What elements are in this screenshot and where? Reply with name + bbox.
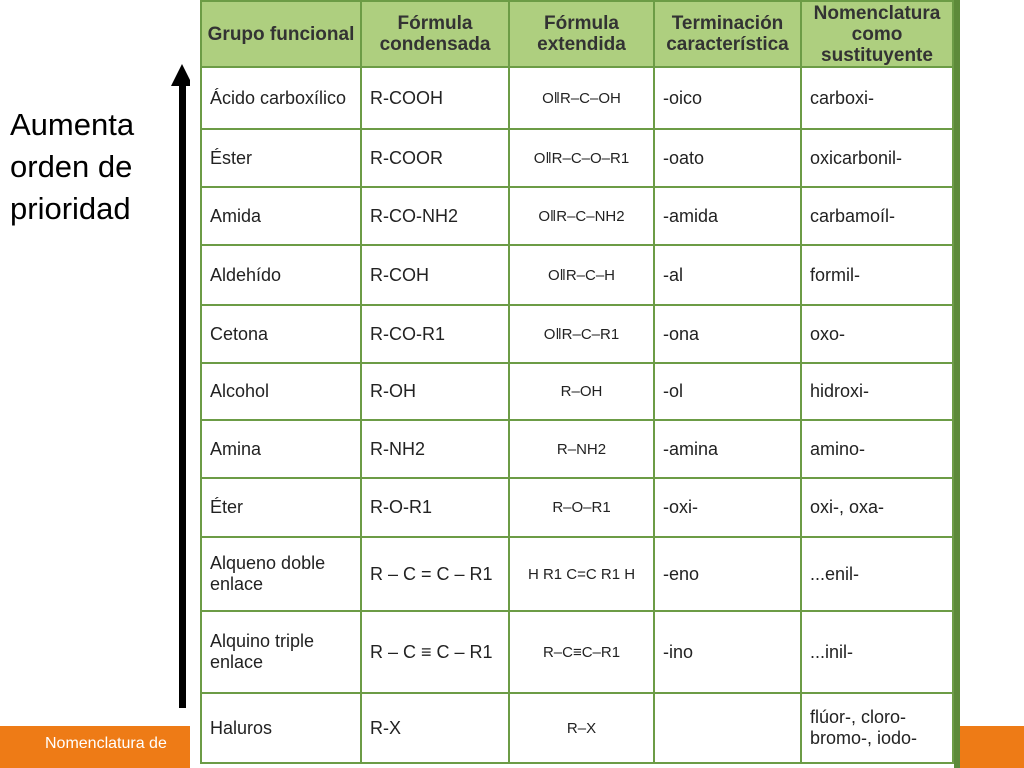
table-row	[201, 537, 953, 611]
cell-grupo: Aldehído	[201, 245, 361, 305]
header-nomenclatura: Nomenclatura como sustituyente	[801, 1, 953, 67]
cell-terminacion: -al	[654, 245, 801, 305]
cell-sustituyente: carbamoíl-	[801, 187, 953, 245]
priority-label: Aumenta orden de prioridad	[10, 107, 135, 226]
cell-grupo: Cetona	[201, 305, 361, 363]
cell-extendida: O‖R–C–O–R1	[509, 129, 654, 187]
cell-terminacion: -oico	[654, 67, 801, 129]
header-extendida: Fórmula extendida	[509, 1, 654, 67]
cell-sustituyente: oxicarbonil-	[801, 129, 953, 187]
table-row	[201, 611, 953, 693]
cell-terminacion: -oxi-	[654, 478, 801, 537]
cell-sustituyente: ...enil-	[801, 537, 953, 611]
priority-arrow	[179, 82, 186, 708]
cell-condensada: R-COOH	[361, 67, 509, 129]
cell-grupo: Alqueno doble enlace	[201, 537, 361, 611]
table-panel	[190, 0, 960, 768]
cell-extendida: H R1 C=C R1 H	[509, 537, 654, 611]
cell-grupo: Éster	[201, 129, 361, 187]
cell-condensada: R-O-R1	[361, 478, 509, 537]
header-condensada: Fórmula condensada	[361, 1, 509, 67]
cell-terminacion: -eno	[654, 537, 801, 611]
cell-condensada: R-COH	[361, 245, 509, 305]
cell-extendida: R–C≡C–R1	[509, 611, 654, 693]
cell-condensada: R-OH	[361, 363, 509, 420]
cell-terminacion: -amina	[654, 420, 801, 478]
cell-extendida: O‖R–C–R1	[509, 305, 654, 363]
cell-terminacion: -oato	[654, 129, 801, 187]
table-row	[201, 693, 953, 763]
cell-sustituyente: formil-	[801, 245, 953, 305]
cell-grupo: Ácido carboxílico	[201, 67, 361, 129]
cell-condensada: R-NH2	[361, 420, 509, 478]
cell-grupo: Amina	[201, 420, 361, 478]
cell-extendida: O‖R–C–OH	[509, 67, 654, 129]
cell-condensada: R – C = C – R1	[361, 537, 509, 611]
cell-sustituyente: carboxi-	[801, 67, 953, 129]
cell-sustituyente: ...inil-	[801, 611, 953, 693]
cell-sustituyente: oxo-	[801, 305, 953, 363]
cell-grupo: Éter	[201, 478, 361, 537]
cell-sustituyente: oxi-, oxa-	[801, 478, 953, 537]
table-row	[201, 187, 953, 245]
cell-extendida: O‖R–C–NH2	[509, 187, 654, 245]
table-row	[201, 245, 953, 305]
cell-sustituyente: hidroxi-	[801, 363, 953, 420]
cell-sustituyente: amino-	[801, 420, 953, 478]
cell-grupo: Alquino triple enlace	[201, 611, 361, 693]
cell-terminacion: -amida	[654, 187, 801, 245]
table-row	[201, 305, 953, 363]
cell-condensada: R – C ≡ C – R1	[361, 611, 509, 693]
cell-extendida: R–NH2	[509, 420, 654, 478]
cell-condensada: R-CO-R1	[361, 305, 509, 363]
table-row	[201, 420, 953, 478]
footer-title: Nomenclatura de	[45, 735, 167, 752]
cell-grupo: Amida	[201, 187, 361, 245]
header-terminacion: Terminación característica	[654, 1, 801, 67]
cell-terminacion: -ona	[654, 305, 801, 363]
cell-extendida: O‖R–C–H	[509, 245, 654, 305]
cell-grupo: Haluros	[201, 693, 361, 763]
cell-extendida: R–O–R1	[509, 478, 654, 537]
cell-condensada: R-CO-NH2	[361, 187, 509, 245]
table-row	[201, 129, 953, 187]
cell-sustituyente: flúor-, cloro- bromo-, iodo-	[801, 693, 953, 763]
cell-terminacion: -ol	[654, 363, 801, 420]
table-row	[201, 478, 953, 537]
cell-grupo: Alcohol	[201, 363, 361, 420]
table-row	[201, 67, 953, 129]
cell-terminacion	[654, 693, 801, 763]
header-grupo: Grupo funcional	[201, 1, 361, 67]
cell-condensada: R-COOR	[361, 129, 509, 187]
functional-groups-table	[200, 0, 954, 764]
cell-extendida: R–OH	[509, 363, 654, 420]
table-row	[201, 363, 953, 420]
cell-condensada: R-X	[361, 693, 509, 763]
cell-extendida: R–X	[509, 693, 654, 763]
cell-terminacion: -ino	[654, 611, 801, 693]
